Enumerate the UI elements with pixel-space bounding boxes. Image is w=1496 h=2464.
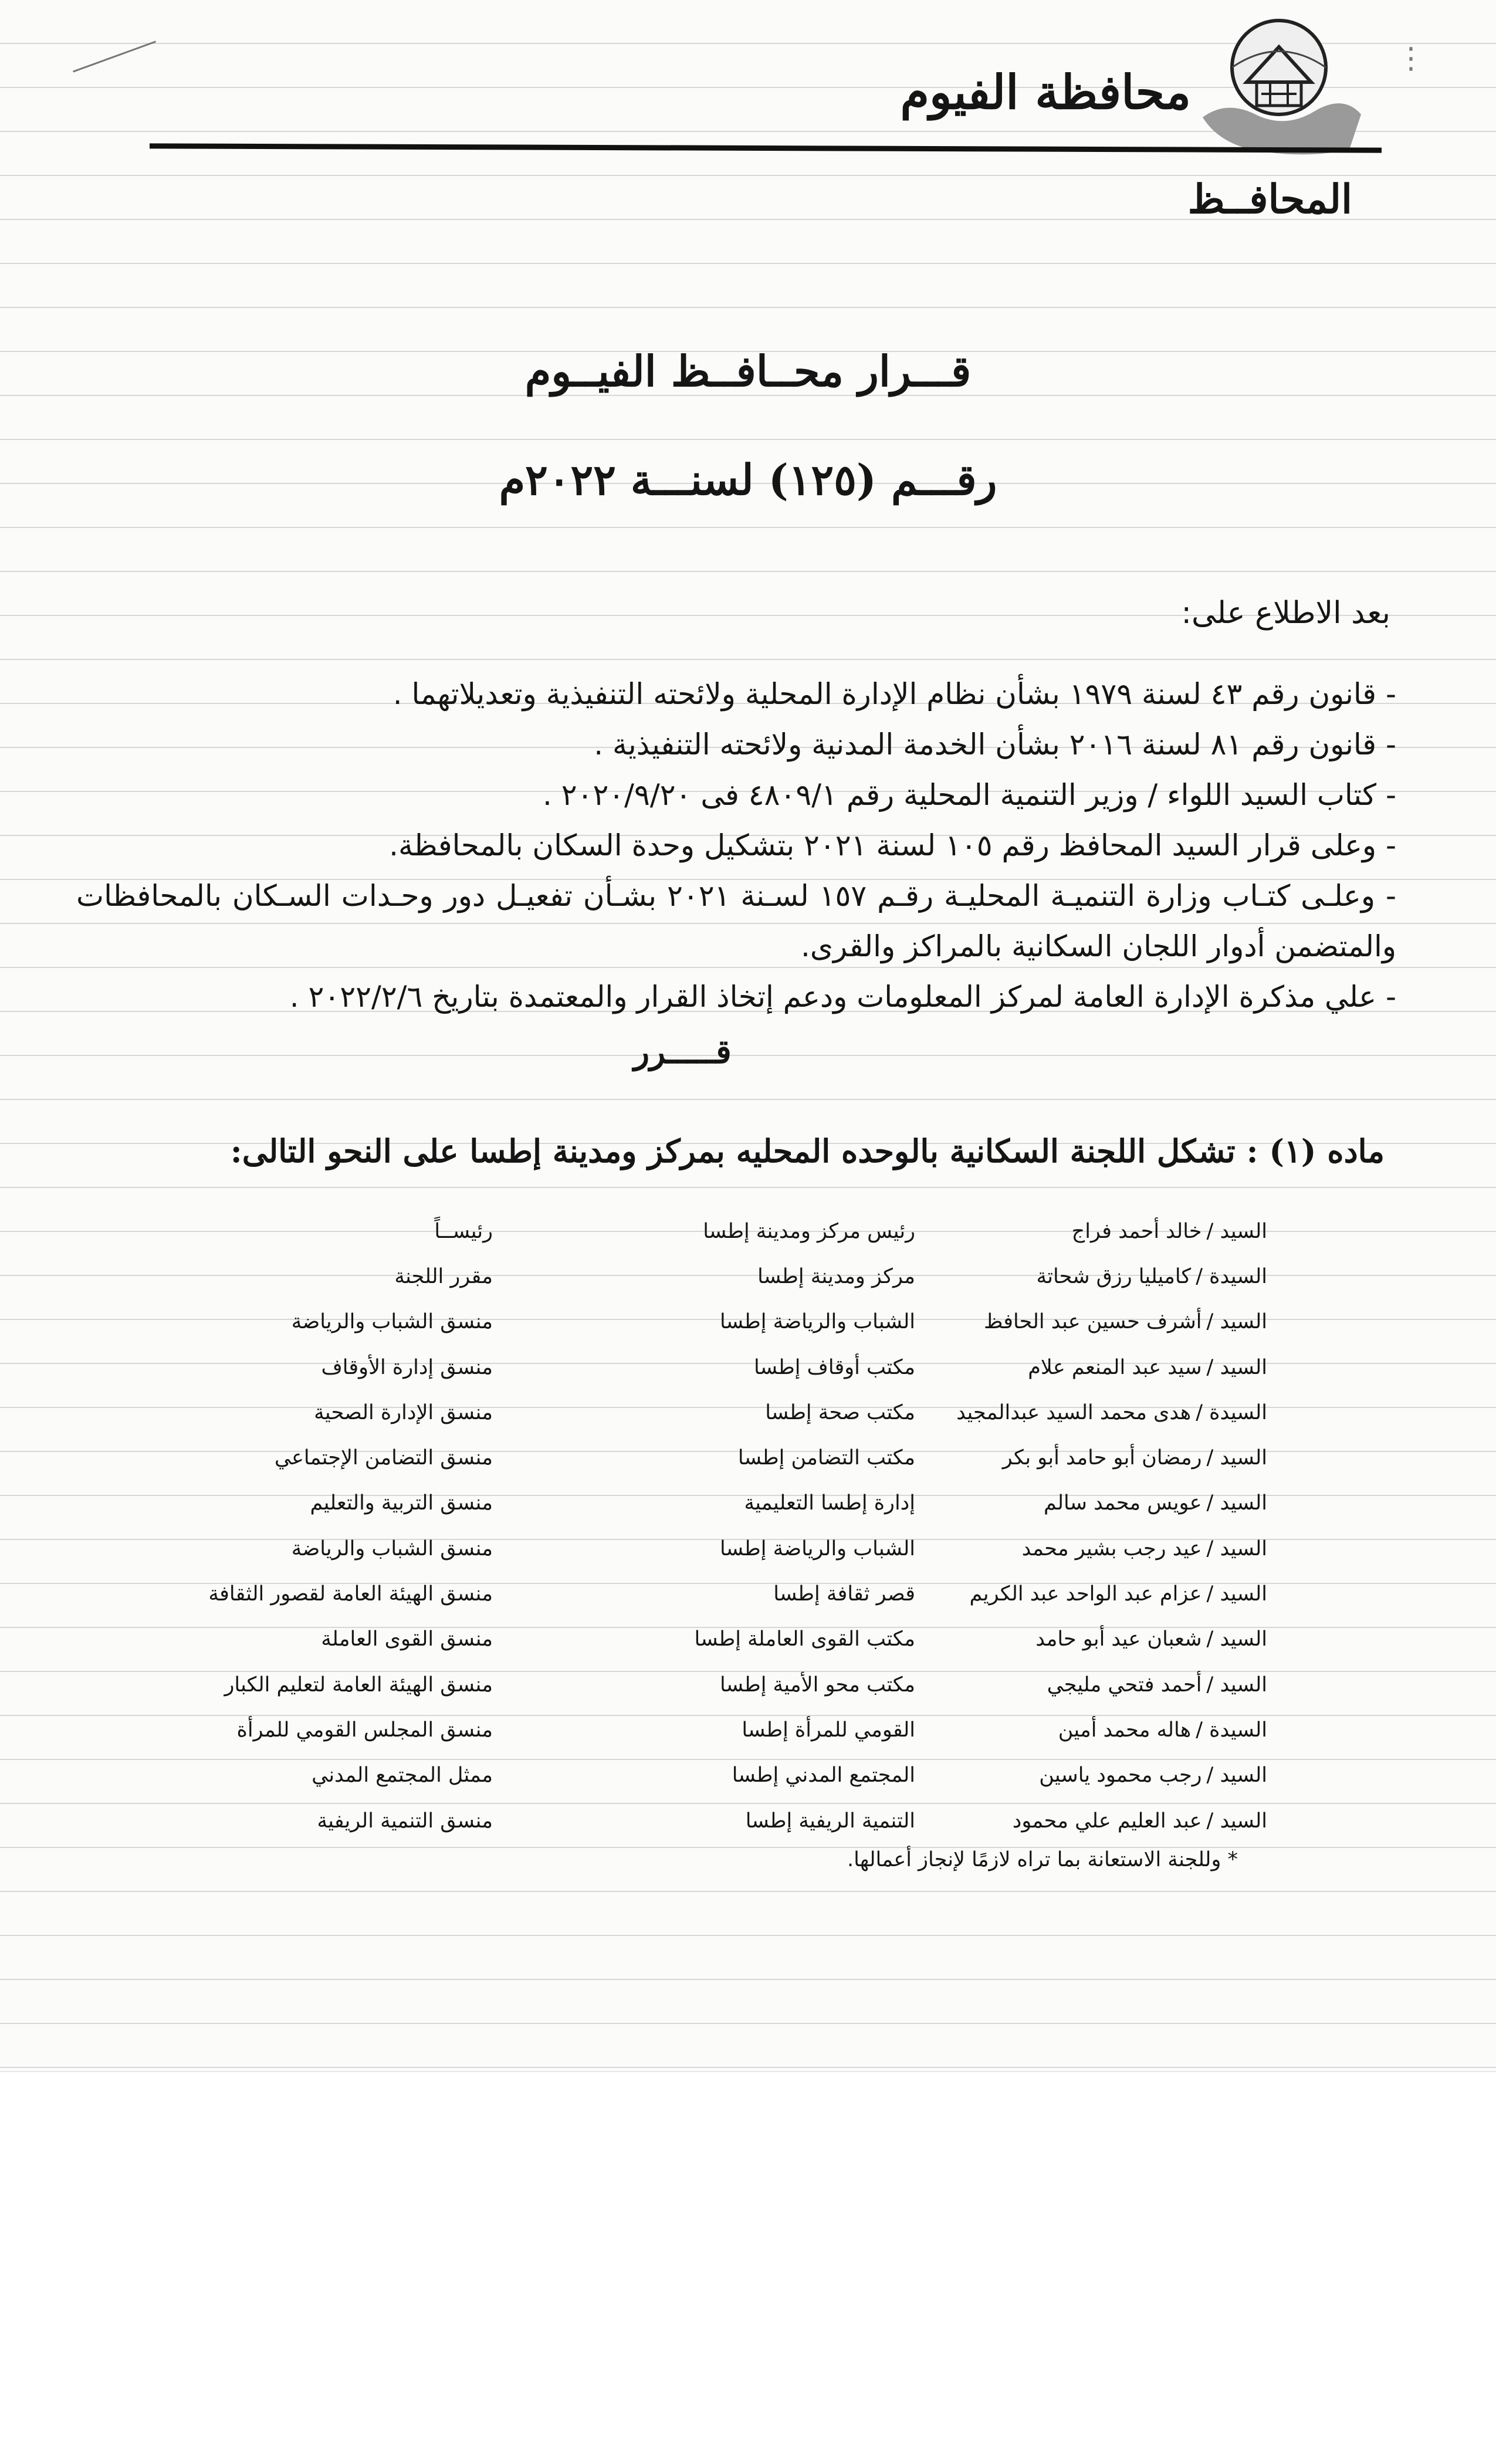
member-name-cell — [915, 1390, 1267, 1435]
member-unit: مركز ومدينة إطسا — [757, 1264, 915, 1288]
preamble-item: - قانون رقم ٨١ لسنة ٢٠١٦ بشأن الخدمة المدنية ولائحته التنفيذية . — [76, 719, 1396, 770]
member-unit: مكتب التضامن إطسا — [737, 1446, 915, 1470]
member-honorific: السيد / — [1206, 1536, 1267, 1561]
member-unit: مكتب القوى العاملة إطسا — [694, 1627, 915, 1651]
committee-footnote: * وللجنة الاستعانة بما تراه لازمًا لإنجاز أعمالها. — [847, 1848, 1238, 1871]
member-row — [94, 1345, 1267, 1390]
preamble-item: - قانون رقم ٤٣ لسنة ١٩٧٩ بشأن نظام الإدارة المحلية ولائحته التنفيذية وتعديلاتهما . — [76, 669, 1396, 719]
member-name-cell — [915, 1299, 1267, 1345]
member-row — [94, 1526, 1267, 1571]
member-committee-role: منسق الهيئة العامة لقصور الثقافة — [208, 1582, 493, 1606]
decree-number: رقـــم (١٢٥) لسنـــة ٢٠٢٢م — [499, 455, 997, 505]
committee-members-table — [94, 1209, 1267, 1843]
member-name-cell — [915, 1798, 1267, 1843]
member-committee-role: منسق الهيئة العامة لتعليم الكبار — [224, 1673, 493, 1697]
member-unit: قصر ثقافة إطسا — [773, 1582, 915, 1606]
member-row — [94, 1707, 1267, 1752]
member-row — [94, 1662, 1267, 1707]
decree-title: قـــرار محــافــظ الفيــوم — [524, 346, 972, 396]
member-name: سيد عبد المنعم علام — [1028, 1355, 1202, 1379]
member-honorific: السيدة / — [1196, 1400, 1267, 1424]
member-row — [94, 1390, 1267, 1435]
member-name: رجب محمود ياسين — [1039, 1764, 1202, 1788]
member-honorific: السيد / — [1206, 1491, 1267, 1515]
member-name-cell — [915, 1526, 1267, 1571]
member-row — [94, 1299, 1267, 1345]
member-name-cell — [915, 1662, 1267, 1707]
member-name: أشرف حسين عبد الحافظ — [984, 1310, 1202, 1334]
member-unit: الشباب والرياضة إطسا — [720, 1536, 915, 1561]
member-name-cell — [915, 1707, 1267, 1752]
member-committee-role: منسق الشباب والرياضة — [291, 1310, 493, 1334]
member-name: عزام عبد الواحد عبد الكريم — [969, 1582, 1202, 1606]
member-name-cell — [915, 1481, 1267, 1526]
member-committee-role: منسق التربية والتعليم — [310, 1491, 493, 1515]
member-name-cell — [915, 1753, 1267, 1798]
member-committee-role: ممثل المجتمع المدني — [312, 1764, 493, 1788]
decided-heading: قـــــرر — [634, 1033, 732, 1071]
preamble-list — [76, 669, 1396, 1022]
member-row — [94, 1798, 1267, 1843]
member-name: رمضان أبو حامد أبو بكر — [1002, 1446, 1202, 1470]
member-name-cell — [915, 1254, 1267, 1299]
member-name: كاميليا رزق شحاتة — [1036, 1264, 1192, 1288]
member-honorific: السيد / — [1206, 1627, 1267, 1651]
preamble-item: - وعلى قرار السيد المحافظ رقم ١٠٥ لسنة ٢٠٢١ بتشكيل وحدة السكان بالمحافظة. — [76, 820, 1396, 871]
member-name-cell — [915, 1571, 1267, 1616]
member-honorific: السيد / — [1206, 1310, 1267, 1334]
preamble-item: - وعلـى كتـاب وزارة التنميـة المحليـة رقـم ١٥٧ لسـنة ٢٠٢١ بشـأن تفعيـل دور وحـدات السـكان بالمحافظات والمتضمن أدوار اللجان السكانية بالمراكز والقرى. — [76, 871, 1396, 972]
member-row — [94, 1481, 1267, 1526]
member-committee-role: رئيســاً — [434, 1219, 493, 1243]
member-name: هدى محمد السيد عبدالمجيد — [956, 1400, 1192, 1424]
member-honorific: السيدة / — [1196, 1718, 1267, 1742]
member-name-cell — [915, 1435, 1267, 1480]
member-name-cell — [915, 1617, 1267, 1662]
member-honorific: السيد / — [1206, 1582, 1267, 1606]
member-row — [94, 1254, 1267, 1299]
scan-specks: ⋮ — [1396, 41, 1426, 75]
member-name: عبد العليم علي محمود — [1012, 1809, 1202, 1833]
member-committee-role: منسق التنمية الريفية — [317, 1809, 493, 1833]
member-row — [94, 1617, 1267, 1662]
member-honorific: السيد / — [1206, 1446, 1267, 1470]
member-committee-role: منسق المجلس القومي للمرأة — [236, 1718, 493, 1742]
member-name: أحمد فتحي مليجي — [1047, 1673, 1202, 1697]
pen-mark — [73, 40, 156, 72]
member-honorific: السيد / — [1206, 1809, 1267, 1833]
member-unit: إدارة إطسا التعليمية — [744, 1491, 915, 1515]
member-committee-role: منسق التضامن الإجتماعي — [274, 1446, 493, 1470]
member-name: شعبان عيد أبو حامد — [1035, 1627, 1202, 1651]
member-unit: المجتمع المدني إطسا — [732, 1764, 915, 1788]
member-unit: الشباب والرياضة إطسا — [720, 1310, 915, 1334]
preamble-intro: بعد الاطلاع على: — [1181, 595, 1390, 631]
member-committee-role: منسق الشباب والرياضة — [291, 1536, 493, 1561]
governor-title: المحافــظ — [1187, 176, 1352, 223]
article-1-heading: ماده (١) : تشكل اللجنة السكانية بالوحده المحليه بمركز ومدينة إطسا على النحو التالى: — [230, 1132, 1385, 1170]
member-unit: رئيس مركز ومدينة إطسا — [703, 1219, 915, 1243]
member-unit: مكتب صحة إطسا — [765, 1400, 915, 1424]
member-committee-role: منسق إدارة الأوقاف — [321, 1355, 493, 1379]
member-unit: القومي للمرأة إطسا — [742, 1718, 915, 1742]
member-honorific: السيد / — [1206, 1355, 1267, 1379]
member-honorific: السيد / — [1206, 1673, 1267, 1697]
member-name: هاله محمد أمين — [1058, 1718, 1192, 1742]
member-row — [94, 1209, 1267, 1254]
preamble-item: - كتاب السيد اللواء / وزير التنمية المحلية رقم ٤٨٠٩/١ فى ٢٠٢٠/٩/٢٠ . — [76, 770, 1396, 820]
member-committee-role: مقرر اللجنة — [394, 1264, 493, 1288]
member-row — [94, 1753, 1267, 1798]
member-row — [94, 1435, 1267, 1480]
member-name-cell — [915, 1345, 1267, 1390]
member-row — [94, 1571, 1267, 1616]
preamble-item: - علي مذكرة الإدارة العامة لمركز المعلومات ودعم إتخاذ القرار والمعتمدة بتاريخ ٢٠٢٢/٢/٦ . — [76, 972, 1396, 1022]
member-name: عيد رجب بشير محمد — [1021, 1536, 1202, 1561]
member-unit: التنمية الريفية إطسا — [745, 1809, 915, 1833]
member-name: عويس محمد سالم — [1044, 1491, 1202, 1515]
member-unit: مكتب محو الأمية إطسا — [719, 1673, 915, 1697]
member-honorific: السيد / — [1206, 1764, 1267, 1788]
member-honorific: السيد / — [1206, 1219, 1267, 1243]
member-honorific: السيدة / — [1196, 1264, 1267, 1288]
governorate-name: محافظة الفيوم — [900, 65, 1191, 120]
member-name-cell — [915, 1209, 1267, 1254]
governorate-logo — [1191, 12, 1367, 158]
member-committee-role: منسق الإدارة الصحية — [314, 1400, 493, 1424]
member-unit: مكتب أوقاف إطسا — [753, 1355, 915, 1379]
committee-members-body — [94, 1209, 1267, 1843]
member-name: خالد أحمد فراج — [1071, 1219, 1202, 1243]
member-committee-role: منسق القوى العاملة — [321, 1627, 493, 1651]
